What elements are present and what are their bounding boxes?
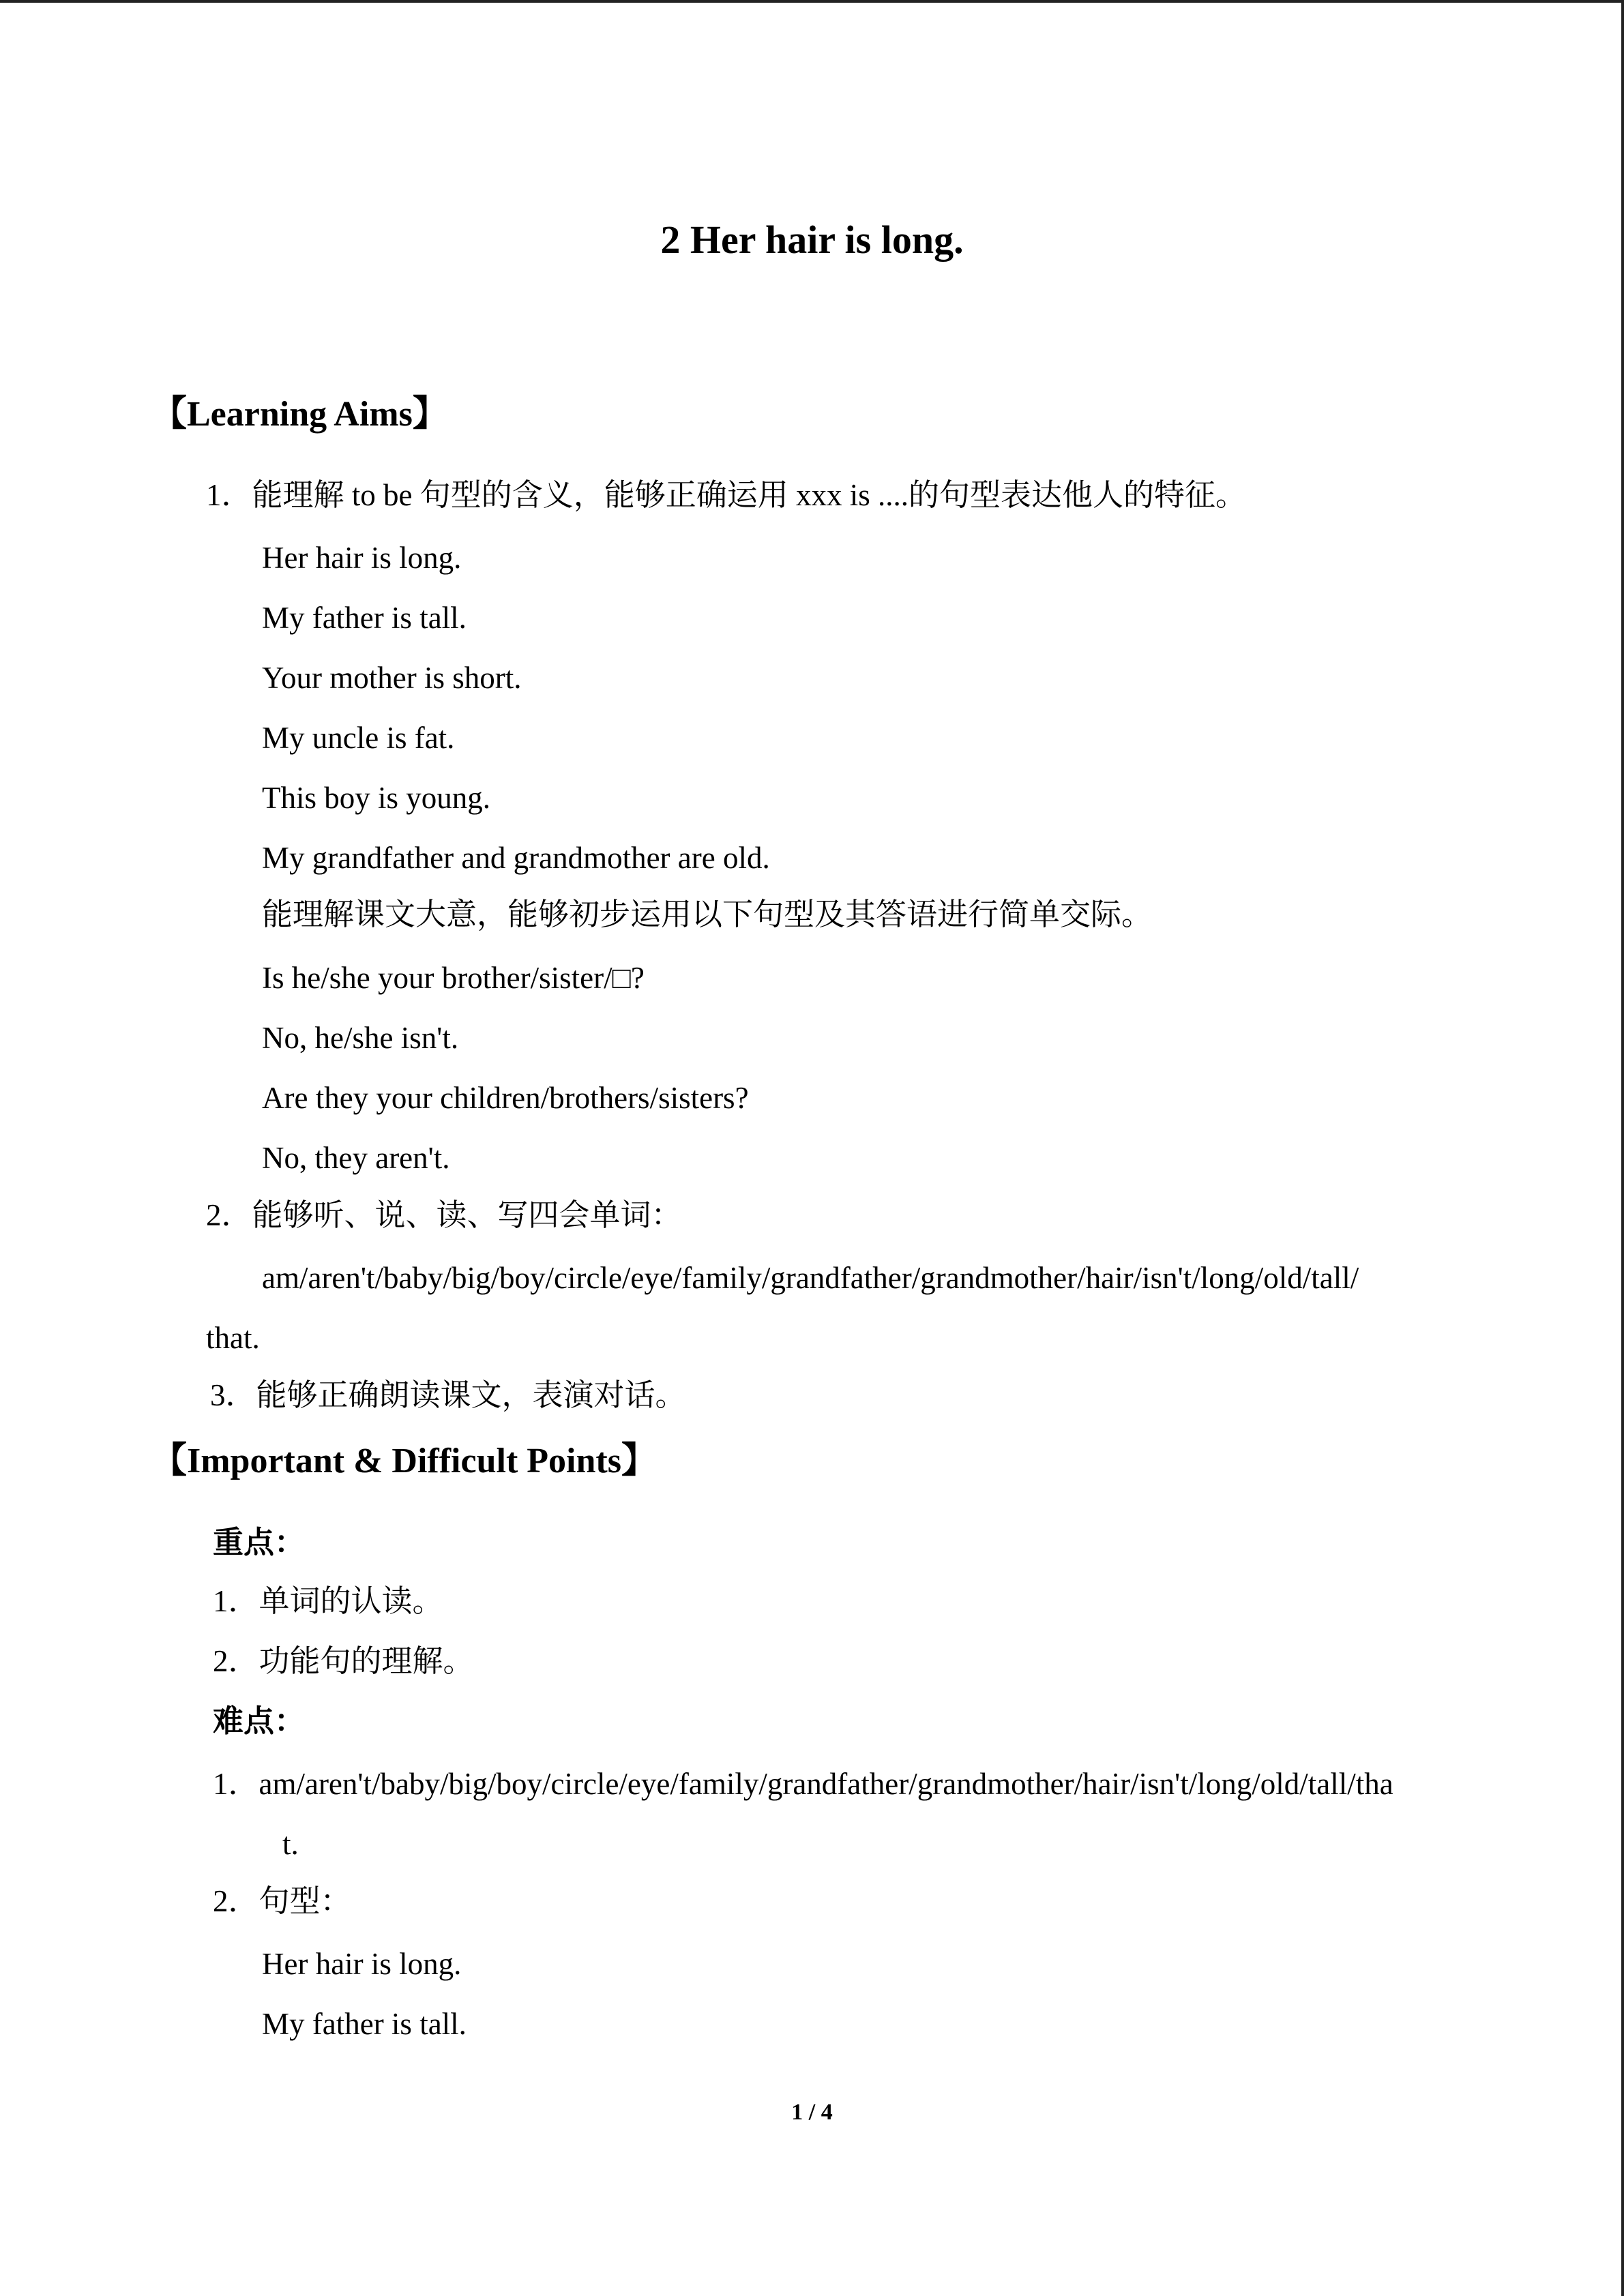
learning-aim-item-3: 3．能够正确朗读课文，表演对话。 (210, 1378, 686, 1412)
dialog-line: Is he/she your brother/sister/□? (262, 961, 645, 995)
learning-aims-heading: 【Learning Aims】 (151, 395, 448, 434)
dialog-line: Are they your children/brothers/sisters? (262, 1081, 749, 1115)
sentence-example: My father is tall. (262, 2007, 467, 2041)
page-border-right (1621, 0, 1624, 2296)
page-border-top (0, 0, 1624, 3)
sentence-example: Her hair is long. (262, 1947, 462, 1981)
key-point-item: 2．功能句的理解。 (213, 1644, 474, 1678)
example-sentence: Your mother is short. (262, 661, 522, 695)
example-sentence: My grandfather and grandmother are old. (262, 841, 770, 875)
important-points-heading: 【Important & Difficult Points】 (151, 1442, 657, 1480)
dialog-line: No, they aren't. (262, 1141, 450, 1175)
learning-aim-item-1: 1．能理解 to be 句型的含义，能够正确运用 xxx is ....的句型表达他人的特征。 (206, 478, 1246, 512)
difficult-point-item-2: 2．句型： (213, 1884, 351, 1918)
example-sentence: This boy is young. (262, 781, 491, 815)
word-list-line-1: am/aren't/baby/big/boy/circle/eye/family/grandfather/grandmother/hair/isn't/long/old/tall/ (262, 1261, 1359, 1295)
dialog-line: No, he/she isn't. (262, 1021, 459, 1055)
example-sentence: My father is tall. (262, 601, 467, 635)
key-points-label: 重点： (213, 1525, 306, 1560)
difficult-point-item-1: 1．am/aren't/baby/big/boy/circle/eye/family/grandfather/grandmother/hair/isn't/long/old/tall/tha (213, 1767, 1393, 1801)
difficult-points-label: 难点： (213, 1704, 306, 1738)
example-sentence: Her hair is long. (262, 541, 462, 575)
learning-aim-item-2: 2．能够听、说、读、写四会单词： (206, 1198, 682, 1232)
communication-intro: 能理解课文大意，能够初步运用以下句型及其答语进行简单交际。 (262, 897, 1153, 931)
document-title: 2 Her hair is long. (660, 218, 964, 262)
example-sentence: My uncle is fat. (262, 721, 455, 755)
difficult-point-item-1-continued: t. (282, 1827, 299, 1861)
page-number: 1 / 4 (791, 2100, 833, 2125)
word-list-line-2: that. (206, 1321, 260, 1355)
key-point-item: 1．单词的认读。 (213, 1584, 443, 1618)
